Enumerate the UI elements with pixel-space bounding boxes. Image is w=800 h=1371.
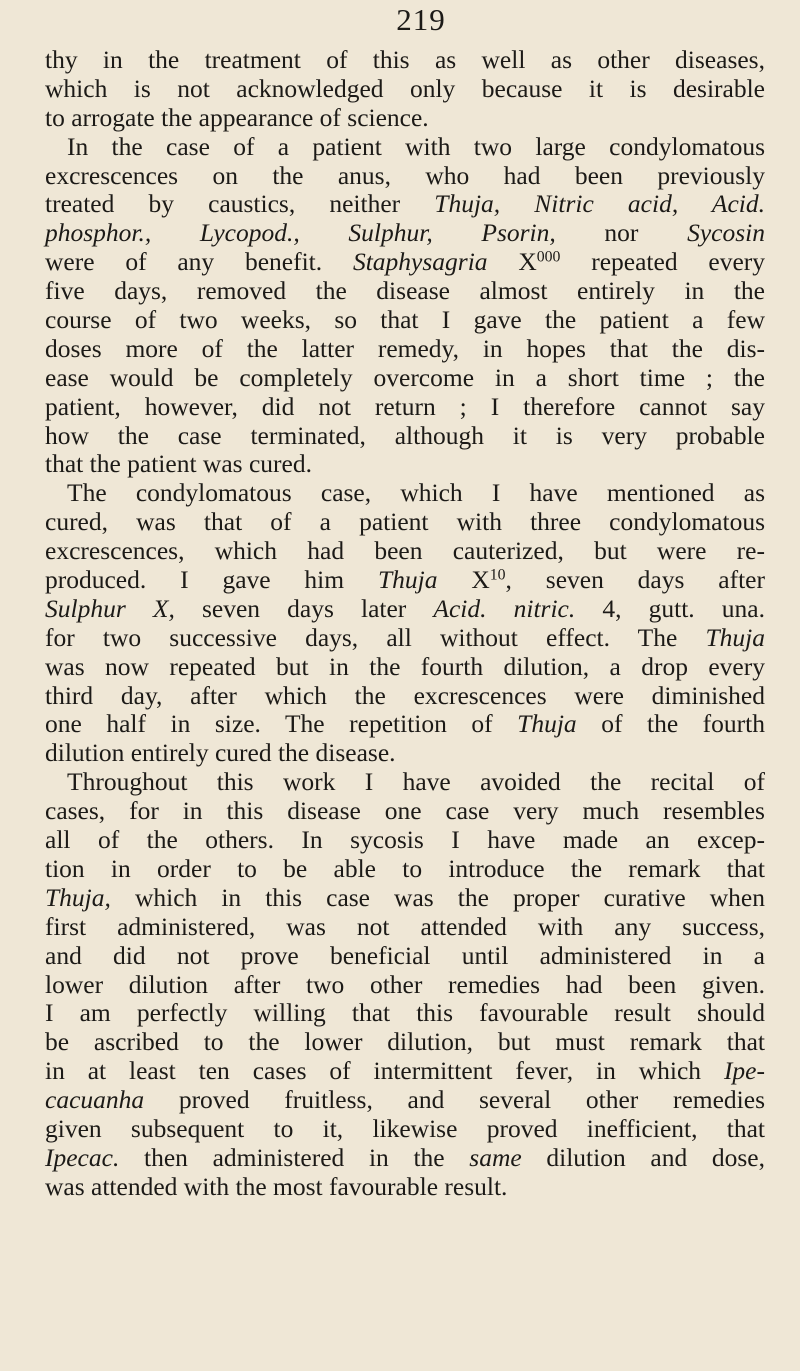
superscript: 10 (489, 566, 506, 584)
text-run: were of any benefit. (45, 247, 353, 277)
text-run: produced. I gave him (45, 565, 378, 595)
italic-text: Acid. nitric. (433, 593, 576, 623)
text-line (45, 710, 765, 739)
text-run: patient, however, did not return ; I therefore cannot say (45, 391, 765, 421)
italic-text: Thuja, (45, 882, 111, 912)
text-line (45, 913, 765, 942)
text-run: excrescences, which had been cauterized, but were re- (45, 536, 765, 566)
text-line (45, 306, 765, 335)
text-run: ease would be completely overcome in a short time ; the (45, 362, 765, 392)
text-run: was attended with the most favourable result. (45, 1171, 508, 1201)
text-line (45, 768, 765, 797)
text-line (45, 1144, 765, 1173)
text-line (45, 855, 765, 884)
text-line (45, 1086, 765, 1115)
text-run: In the case of a patient with two large condylomatous (67, 131, 765, 161)
text-line (45, 537, 765, 566)
text-line (45, 971, 765, 1000)
text-run: I am perfectly willing that this favourable result should (45, 998, 765, 1028)
text-run: repeated every (560, 247, 766, 277)
italic-text: phosphor., Lycopod., Sulphur, Psorin, (45, 218, 556, 248)
text-line (45, 1115, 765, 1144)
text-run: that the patient was cured. (45, 449, 312, 479)
text-run: given subsequent to it, likewise proved inefficient, that (45, 1113, 765, 1143)
text-line (45, 624, 765, 653)
text-line (45, 133, 765, 162)
text-run: cases, for in this disease one case very much resembles (45, 796, 765, 826)
text-run: X (437, 565, 490, 595)
text-run: all of the others. In sycosis I have made an excep- (45, 825, 765, 855)
text-line (45, 797, 765, 826)
page-number: 219 (396, 2, 446, 37)
text-run: The condylomatous case, which I have mentioned as (67, 478, 765, 508)
text-run: tion in order to be able to introduce the remark that (45, 853, 765, 883)
text-line (45, 162, 765, 191)
text-line (45, 277, 765, 306)
text-run: doses more of the latter remedy, in hopes that the dis- (45, 333, 765, 363)
text-run: one half in size. The repetition of (45, 709, 518, 739)
text-run: of the fourth (576, 709, 765, 739)
text-line (45, 393, 765, 422)
text-run: five days, removed the disease almost entirely in the (45, 276, 765, 306)
text-line (45, 450, 765, 479)
text-run: cured, was that of a patient with three condylomatous (45, 507, 765, 537)
text-run: which is not acknowledged only because it is desirable (45, 73, 765, 103)
italic-text: Ipecac. (45, 1142, 120, 1172)
text-run: 4, gutt. una. (575, 593, 765, 623)
text-run: dilution and dose, (521, 1142, 765, 1172)
text-line (45, 364, 765, 393)
text-line (45, 739, 765, 768)
text-line (45, 884, 765, 913)
text-line (45, 479, 765, 508)
text-run: Throughout this work I have avoided the recital of (67, 767, 765, 797)
text-run: nor (555, 218, 688, 248)
text-run: course of two weeks, so that I gave the patient a few (45, 305, 765, 335)
italic-text: Thuja (517, 709, 577, 739)
text-line (45, 1057, 765, 1086)
text-line (45, 75, 765, 104)
text-line (45, 1028, 765, 1057)
italic-text: Ipe- (723, 1056, 765, 1086)
text-line (45, 335, 765, 364)
body-text (45, 46, 765, 1202)
text-run: treated by caustics, neither (45, 189, 435, 219)
italic-text: Sycosin (687, 218, 765, 248)
text-line (45, 422, 765, 451)
text-run: proved fruitless, and several other remedies (144, 1085, 765, 1115)
text-line (45, 219, 765, 248)
italic-text: Thuja (377, 565, 438, 595)
text-run: and did not prove beneficial until administered in a (45, 940, 765, 970)
text-run: was now repeated but in the fourth dilution, a drop every (45, 651, 765, 681)
text-run: seven days later (174, 593, 434, 623)
text-run: dilution entirely cured the disease. (45, 738, 396, 768)
text-run: lower dilution after two other remedies had been given. (45, 969, 765, 999)
text-line (45, 508, 765, 537)
superscript: 000 (536, 248, 561, 266)
text-line (45, 595, 765, 624)
text-line (45, 682, 765, 711)
italic-text: cacuanha (45, 1085, 145, 1115)
text-line (45, 248, 765, 277)
text-line (45, 566, 765, 595)
text-run: for two successive days, all without effect. The (45, 622, 706, 652)
italic-text: Thuja, Nitric acid, Acid. (434, 189, 765, 219)
italic-text: Sulphur X, (45, 593, 175, 623)
text-line (45, 104, 765, 133)
text-run: third day, after which the excrescences were diminished (45, 680, 765, 710)
text-line (45, 190, 765, 219)
text-run: thy in the treatment of this as well as other diseases, (45, 45, 765, 74)
text-run: to arrogate the appearance of science. (45, 102, 429, 132)
italic-text: same (469, 1142, 522, 1172)
text-run: X (487, 247, 537, 277)
text-line (45, 46, 765, 75)
text-run: then administered in the (119, 1142, 470, 1172)
text-line (45, 999, 765, 1028)
text-run: in at least ten cases of intermittent fever, in which (45, 1056, 724, 1086)
text-run: be ascribed to the lower dilution, but must remark that (45, 1027, 765, 1057)
text-run: which in this case was the proper curative when (110, 882, 765, 912)
text-run: first administered, was not attended with any success, (45, 911, 765, 941)
text-run: , seven days after (505, 565, 765, 595)
text-line (45, 826, 765, 855)
text-line (45, 942, 765, 971)
italic-text: Thuja (705, 622, 765, 652)
text-line (45, 1173, 765, 1202)
text-run: how the case terminated, although it is very probable (45, 420, 765, 450)
text-run: excrescences on the anus, who had been previously (45, 160, 765, 190)
text-line (45, 653, 765, 682)
italic-text: Staphysagria (352, 247, 488, 277)
